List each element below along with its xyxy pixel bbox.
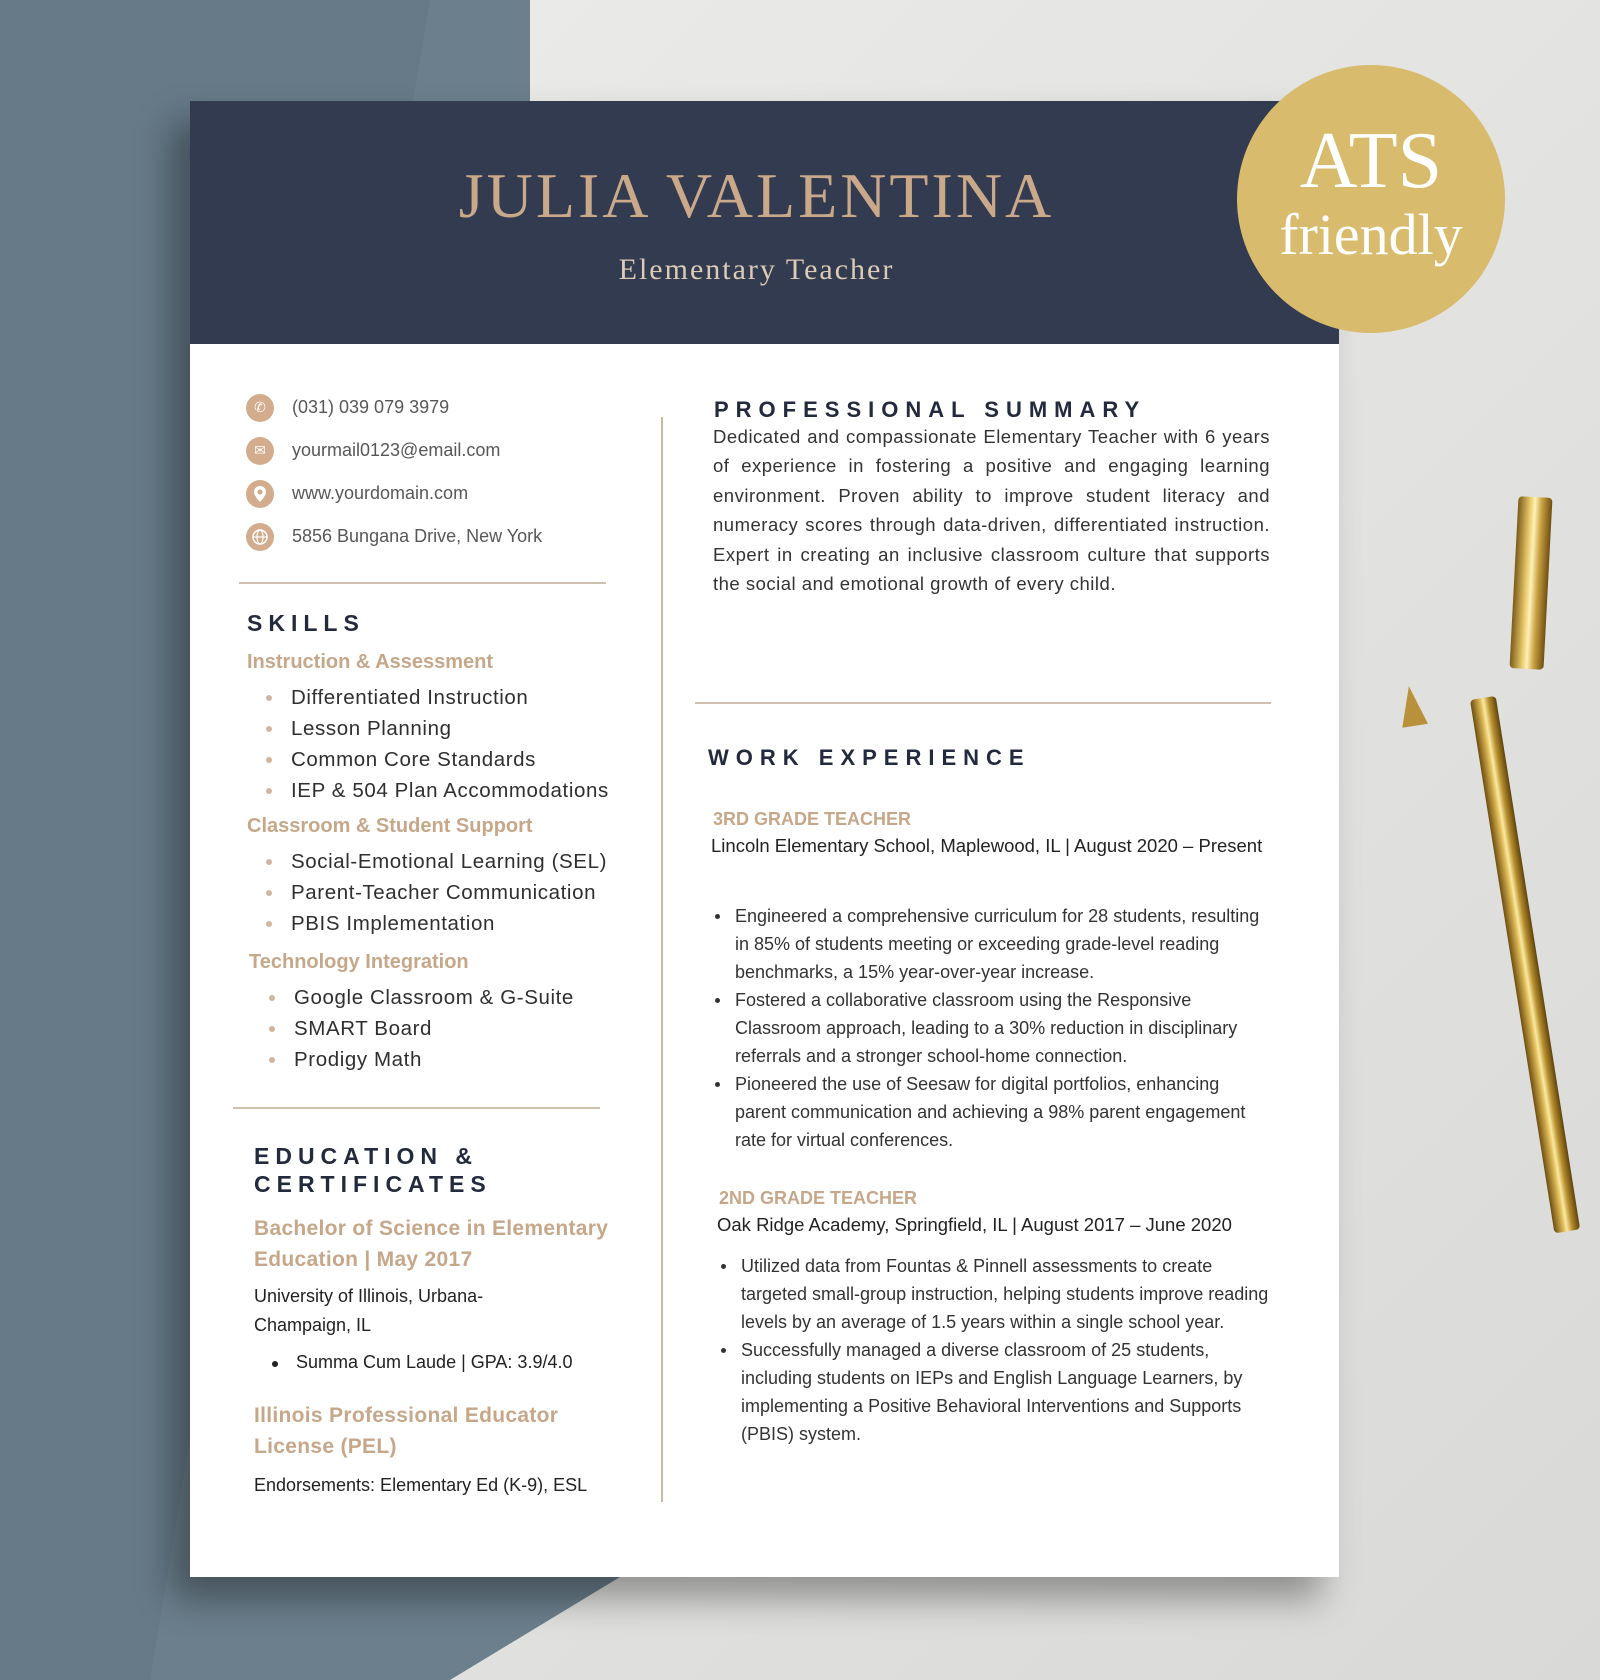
job-bullets — [711, 902, 1261, 1154]
phone-icon: ✆ — [246, 394, 274, 422]
school-name — [254, 1282, 483, 1340]
degree-title — [254, 1213, 608, 1275]
candidate-name: JULIA VALENTINA — [458, 160, 1055, 231]
school-name-line: University of Illinois, Urbana- — [254, 1286, 484, 1306]
skill-group-title: Technology Integration — [249, 951, 469, 973]
column-divider — [661, 417, 663, 1502]
ats-friendly-badge — [1237, 65, 1505, 333]
skill-item: PBIS Implementation — [266, 908, 607, 939]
skill-item: Prodigy Math — [269, 1044, 574, 1075]
skill-item: Parent-Teacher Communication — [266, 877, 607, 908]
job-meta: Lincoln Elementary School, Maplewood, IL | August 2020 – Present — [711, 835, 1263, 856]
resume-header — [190, 101, 1339, 344]
skill-list — [266, 682, 609, 806]
summary-text: Dedicated and compassionate Elementary Teacher with 6 years of experience in fostering a positive and engaging learning environment. Proven ability to improve student literacy and numeracy scores through data-driven, differentiated instruction. Expert in creating an inclusive classroom culture that supports the social and emotional growth of every child. — [713, 426, 1270, 595]
candidate-role: Elementary Teacher — [618, 253, 895, 286]
contact-email-text: yourmail0123@email.com — [292, 440, 501, 460]
skill-item: Social-Emotional Learning (SEL) — [266, 846, 607, 877]
job-bullets — [717, 1252, 1277, 1448]
resume-sheet — [190, 101, 1339, 1577]
job-bullet: Successfully managed a diverse classroom of 25 students, including students on IEPs and English Language Learners, by implementing a Positive Behavioral Interventions and Supports (PBIS) system. — [717, 1336, 1277, 1448]
divider — [695, 702, 1271, 704]
contact-website — [246, 472, 542, 515]
honors-item: Summa Cum Laude | GPA: 3.9/4.0 — [272, 1352, 572, 1373]
contact-phone-text: (031) 039 079 3979 — [292, 397, 450, 417]
location-pin-icon — [246, 480, 274, 508]
certificate-title — [254, 1400, 558, 1462]
education-title — [254, 1142, 492, 1198]
contact-address-text: 5856 Bungana Drive, New York — [292, 526, 543, 546]
job-bullet: Fostered a collaborative classroom using the Responsive Classroom approach, leading to a 30% reduction in disciplinary referrals and a stronger school-home connection. — [711, 986, 1261, 1070]
job-meta: Oak Ridge Academy, Springfield, IL | August 2017 – June 2020 — [717, 1214, 1232, 1235]
skills-title: SKILLS — [247, 610, 365, 636]
contact-website-text: www.yourdomain.com — [292, 483, 469, 503]
skill-list — [266, 846, 607, 939]
job-title: 2ND GRADE TEACHER — [719, 1188, 918, 1208]
skill-item: Google Classroom & G-Suite — [269, 982, 574, 1013]
skill-item: Common Core Standards — [266, 744, 609, 775]
skill-group-title: Classroom & Student Support — [247, 815, 533, 837]
contact-phone — [246, 386, 542, 429]
skill-group-title: Instruction & Assessment — [247, 651, 493, 673]
certificate-title-line: Illinois Professional Educator — [254, 1404, 559, 1427]
divider — [233, 1107, 600, 1109]
skill-list — [269, 982, 574, 1075]
divider — [239, 582, 606, 584]
skill-item: Lesson Planning — [266, 713, 609, 744]
badge-line: friendly — [1279, 202, 1463, 267]
job-bullet: Pioneered the use of Seesaw for digital portfolios, enhancing parent communication and achieving a 98% parent engagement rate for virtual conferences. — [711, 1070, 1261, 1154]
degree-title-line: Bachelor of Science in Elementary — [254, 1217, 609, 1240]
endorsements: Endorsements: Elementary Ed (K-9), ESL — [254, 1475, 588, 1495]
school-name-line: Champaign, IL — [254, 1315, 372, 1335]
skill-item: SMART Board — [269, 1013, 574, 1044]
experience-title: WORK EXPERIENCE — [708, 745, 1031, 770]
mail-icon: ✉ — [246, 437, 274, 465]
contact-email — [246, 429, 542, 472]
summary-title: PROFESSIONAL SUMMARY — [714, 397, 1147, 422]
job-bullet: Engineered a comprehensive curriculum for 28 students, resulting in 85% of students meeting or exceeding grade-level reading benchmarks, a 15% year-over-year increase. — [711, 902, 1261, 986]
contact-list — [246, 386, 542, 558]
degree-title-line: Education | May 2017 — [254, 1248, 473, 1271]
contact-address — [246, 515, 542, 558]
education-title-line: EDUCATION & — [254, 1143, 479, 1169]
job-bullet: Utilized data from Fountas & Pinnell assessments to create targeted small-group instruction, helping students improve reading levels by an average of 1.5 years within a single school year. — [717, 1252, 1277, 1336]
education-title-line: CERTIFICATES — [254, 1171, 492, 1197]
globe-icon — [246, 523, 274, 551]
certificate-title-line: License (PEL) — [254, 1435, 397, 1458]
job-title: 3RD GRADE TEACHER — [713, 809, 912, 829]
skill-item: Differentiated Instruction — [266, 682, 609, 713]
skill-item: IEP & 504 Plan Accommodations — [266, 775, 609, 806]
badge-line: ATS — [1299, 117, 1443, 205]
